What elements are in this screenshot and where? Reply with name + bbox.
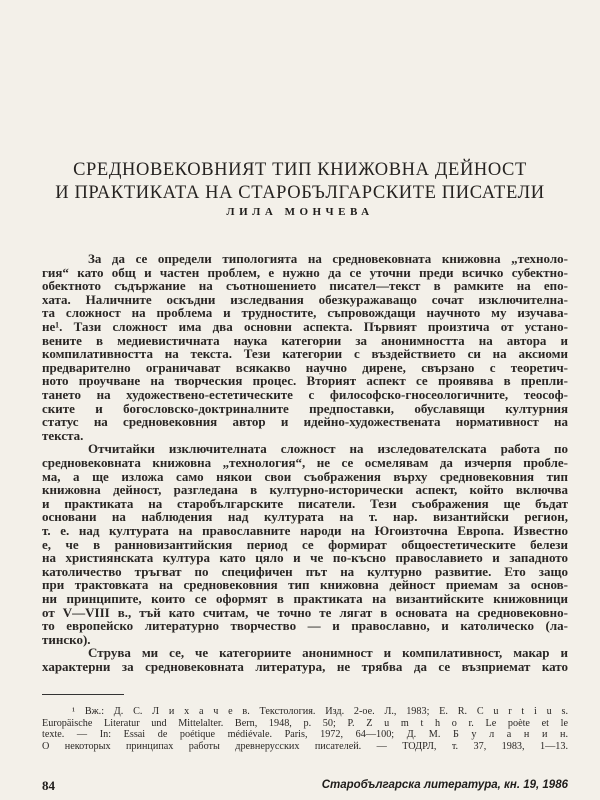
paragraph-2-line: и практиката на старобългарските писатели. Тези съображения ще бъдат	[42, 495, 568, 511]
paragraph-2-line: при трактовката на средновековния тип книжовна дейност приемам за основ-	[42, 577, 568, 593]
paragraph-2-line: книжовна дейност, разгледана в културно-исторически аспект, който включва	[42, 482, 568, 498]
page-number: 84	[42, 778, 55, 793]
paragraph-1-line: ното проучване на творческия процес. Вторият аспект се проявява в препли-	[42, 373, 568, 389]
article-title-line-2: И ПРАКТИКАТА НА СТАРОБЪЛГАРСКИТЕ ПИСАТЕЛИ	[55, 183, 545, 203]
paragraph-3-line: характерни за средновековната литература, не трябва да се възприемат като	[42, 659, 568, 674]
paragraph-2-line: средновековната книжовна „технология“, не се осмелявам да изчерпя пробле-	[42, 455, 568, 470]
footnote-divider	[42, 694, 124, 695]
paragraph-2-line: основани на наблюдения над културата на т. нар. византийски регион,	[42, 509, 568, 525]
paragraph-2-line: от V—VIII в., тъй като считам, че точно те лягат в основата на средновековно-	[42, 604, 568, 620]
paragraph-1-line: предварително ограничават всякакво научно дирене, свързано с теоретич-	[42, 359, 568, 375]
article-author: ЛИЛА МОНЧЕВА	[226, 206, 374, 218]
paragraph-1-line: обектното съдържание на съотношението писател—текст в рамките на епо-	[42, 278, 568, 294]
paragraph-1-line: та сложност на проблема и трудностите, съпровождащи научното му изучава-	[42, 305, 568, 321]
paragraph-2-line: ни принципите, които се оформят в практиката на византийските книжовници	[42, 591, 568, 606]
paragraph-2-line: католичество тръгват по специфичен път на културно развитие. Ето защо	[42, 563, 568, 579]
paragraph-1-line: статус на средновековния автор и идейно-художествената нормативност на	[42, 414, 568, 430]
paragraph-2-line: т. е. над културата на православните народи на Югоизточна Европа. Известно	[42, 523, 568, 538]
footnote-line: ¹ Вж.: Д. С. Л и х а ч е в. Текстология. Изд. 2-ое. Л., 1983; E. R. C u r t i u s.	[72, 706, 568, 717]
paragraph-2-line: ма, а ще изложа само някои свои съображения върху средновековния тип	[42, 468, 568, 484]
paragraph-2-line: на християнската култура като цяло и че по-късно православието и западното	[42, 550, 568, 566]
footnote-line: О некоторых принципах работы древнерусских писателей. — ТОДРЛ, т. 37, 1983, 1—13.	[42, 740, 568, 752]
paragraph-1-line: За да се определи типологията на средновековната книжовна „техноло-	[88, 251, 568, 266]
paragraph-1-line: вените в медиевистичната наука категории за анонимността на автора и	[42, 332, 568, 348]
paragraph-1-line: ските и богословско-доктриналните предпоставки, обуславящи културния	[42, 400, 568, 416]
journal-citation: Старобългарска литература, кн. 19, 1986	[321, 779, 568, 791]
paragraph-1-line: компилативността на текста. Тези категории с въздействието си на аксиоми	[42, 346, 568, 362]
paragraph-2-line: тинско).	[42, 631, 91, 647]
paragraph-2-line: то европейско литературно творчество — и православно, и католическо (ла-	[42, 618, 568, 634]
paragraph-1-line: хата. Наличните оскъдни изследвания обезкуражаващо сочат изключителна-	[42, 291, 568, 307]
paragraph-3-line: Струва ми се, че категориите анонимност и компилативност, макар и	[88, 645, 568, 661]
paragraph-1-line: тането на художествено-естетическите с философско-гносеологичните, теософ-	[42, 387, 568, 402]
footnote-line: Europäische Literatur und Mittelalter. Bern, 1948, p. 50; P. Z u m t h o r. Le poète et le	[42, 717, 568, 729]
paragraph-1-line: текста.	[42, 427, 84, 443]
paragraph-1-line: гия“ като общ и частен проблем, е нужно да се уточни преди всичко субектно-	[42, 264, 568, 280]
paragraph-1-line: не¹. Тази сложност има два основни аспекта. Първият произтича от устано-	[42, 319, 568, 334]
footnote-line: texte. — In: Essai de poétique médiévale. Paris, 1972, 64—100; Д. М. Б у л а н и н.	[42, 729, 568, 740]
article-title-line-1: СРЕДНОВЕКОВНИЯТ ТИП КНИЖОВНА ДЕЙНОСТ	[73, 160, 527, 180]
paragraph-2-line: Отчитайки изключителната сложност на изследователската работа по	[88, 441, 568, 457]
paragraph-2-line: е, че в ранновизантийския период се формират общоестетическите белези	[42, 536, 568, 552]
